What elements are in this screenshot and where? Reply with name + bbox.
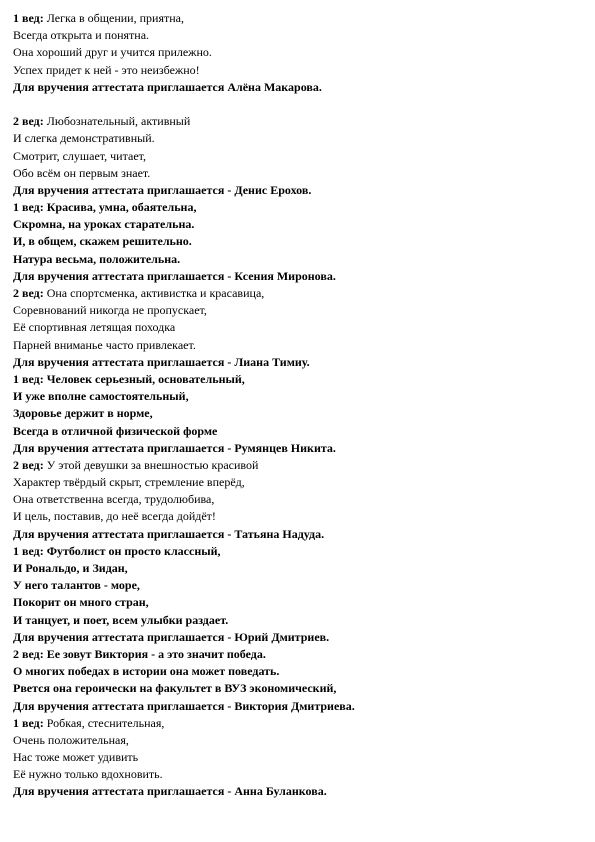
line-text: Смотрит, слушает, читает, — [13, 148, 146, 163]
text-line — [13, 27, 583, 44]
text-line — [13, 405, 583, 422]
text-line — [13, 233, 583, 250]
text-line — [13, 199, 583, 216]
line-text: И, в общем, скажем решительно. — [13, 234, 192, 249]
line-text: Она ответственна всегда, трудолюбива, — [13, 492, 215, 507]
text-line — [13, 371, 583, 388]
text-line — [13, 251, 583, 268]
text-line — [13, 423, 583, 440]
text-line — [13, 79, 583, 96]
line-text: Для вручения аттестата приглашается - Анна Буланкова. — [13, 784, 327, 799]
line-text: Она спортсменка, активистка и красавица, — [43, 286, 265, 300]
line-text: Очень положительная, — [13, 732, 129, 747]
text-line — [13, 663, 583, 680]
blank-line — [13, 96, 583, 113]
line-text: И уже вполне самостоятельный, — [13, 389, 189, 404]
text-line — [13, 732, 583, 749]
line-text: Соревнований никогда не пропускает, — [13, 303, 207, 318]
line-text: Характер твёрдый скрыт, стремление вперёд, — [13, 475, 245, 490]
text-line — [13, 457, 583, 474]
line-text: Покорит он много стран, — [13, 595, 149, 610]
line-text: Человек серьезный, основательный, — [43, 371, 245, 386]
text-line — [13, 62, 583, 79]
speaker-label: 2 вед: — [13, 646, 44, 661]
line-text: И Рональдо, и Зидан, — [13, 561, 128, 575]
text-line — [13, 216, 583, 233]
text-line — [13, 577, 583, 594]
speaker-label: 2 вед: — [13, 114, 44, 129]
text-line — [13, 268, 583, 285]
line-text: Всегда в отличной физической форме — [13, 423, 218, 438]
speaker-label: 1 вед: — [13, 715, 44, 730]
text-line — [13, 594, 583, 611]
line-text: У него талантов - море, — [13, 578, 140, 593]
text-line — [13, 698, 583, 715]
line-text: О многих победах в истории она может поведать. — [13, 664, 280, 679]
line-text: Для вручения аттестата приглашается - Юрий Дмитриев. — [13, 629, 330, 644]
line-text: У этой девушки за внешностью красивой — [43, 457, 259, 472]
text-line — [13, 749, 583, 766]
text-line — [13, 388, 583, 405]
line-text: Робкая, стеснительная, — [43, 715, 165, 730]
line-text: Рвется она героически на факультет в ВУЗ экономический, — [13, 681, 337, 696]
text-line — [13, 44, 583, 61]
text-line — [13, 508, 583, 525]
line-text: Для вручения аттестата приглашается - Румянцев Никита. — [13, 440, 336, 455]
text-line — [13, 302, 583, 319]
text-line — [13, 629, 583, 646]
text-line — [13, 182, 583, 199]
text-line — [13, 337, 583, 354]
line-text: Футболист он просто классный, — [43, 543, 221, 558]
speaker-label: 2 вед: — [13, 286, 44, 300]
text-line — [13, 130, 583, 147]
line-text: Скромна, на уроках старательна. — [13, 217, 195, 232]
text-line — [13, 783, 583, 800]
line-text: Успех придет к ней - это неизбежно! — [13, 62, 200, 77]
text-line — [13, 165, 583, 182]
speaker-label: 1 вед: — [13, 200, 44, 215]
line-text: Обо всём он первым знает. — [13, 165, 151, 180]
speaker-label: 1 вед: — [13, 371, 44, 386]
line-text: Ее зовут Виктория - а это значит победа. — [43, 646, 266, 661]
line-text: Её спортивная летящая походка — [13, 320, 176, 335]
text-line — [13, 319, 583, 336]
line-text: Любознательный, активный — [43, 114, 191, 129]
text-line — [13, 543, 583, 560]
text-line — [13, 526, 583, 543]
line-text: Нас тоже может удивить — [13, 750, 139, 765]
text-line — [13, 474, 583, 491]
text-line — [13, 715, 583, 732]
line-text: Красива, умна, обаятельна, — [43, 200, 197, 215]
speaker-label: 1 вед: — [13, 11, 44, 25]
line-text: И танцует, и поет, всем улыбки раздает. — [13, 612, 229, 627]
text-line — [13, 10, 583, 27]
line-text: Натура весьма, положительна. — [13, 251, 181, 266]
text-line — [13, 612, 583, 629]
text-line — [13, 285, 583, 302]
text-line — [13, 646, 583, 663]
speaker-label: 2 вед: — [13, 457, 44, 472]
line-text: Она хороший друг и учится прилежно. — [13, 45, 212, 60]
line-text: Легка в общении, приятна, — [43, 11, 184, 25]
line-text: Её нужно только вдохновить. — [13, 767, 163, 782]
line-text: Здоровье держит в норме, — [13, 406, 153, 421]
document-page — [13, 10, 583, 801]
text-line — [13, 680, 583, 697]
line-text: И слегка демонстративный. — [13, 131, 155, 146]
line-text: И цель, поставив, до неё всегда дойдёт! — [13, 509, 216, 524]
text-line — [13, 766, 583, 783]
line-text: Для вручения аттестата приглашается - Татьяна Надуда. — [13, 526, 325, 541]
text-line — [13, 560, 583, 577]
text-line — [13, 440, 583, 457]
text-line — [13, 148, 583, 165]
text-line — [13, 354, 583, 371]
line-text: Для вручения аттестата приглашается - Виктория Дмитриева. — [13, 698, 355, 713]
line-text: Для вручения аттестата приглашается Алёна Макарова. — [13, 79, 322, 94]
text-line — [13, 491, 583, 508]
speaker-label: 1 вед: — [13, 543, 44, 558]
text-line — [13, 113, 583, 130]
line-text: Всегда открыта и понятна. — [13, 28, 150, 43]
line-text: Для вручения аттестата приглашается - Денис Ерохов. — [13, 182, 312, 197]
line-text: Парней вниманье часто привлекает. — [13, 337, 196, 352]
line-text: Для вручения аттестата приглашается - Лиана Тимиу. — [13, 354, 310, 369]
line-text: Для вручения аттестата приглашается - Ксения Миронова. — [13, 268, 336, 283]
